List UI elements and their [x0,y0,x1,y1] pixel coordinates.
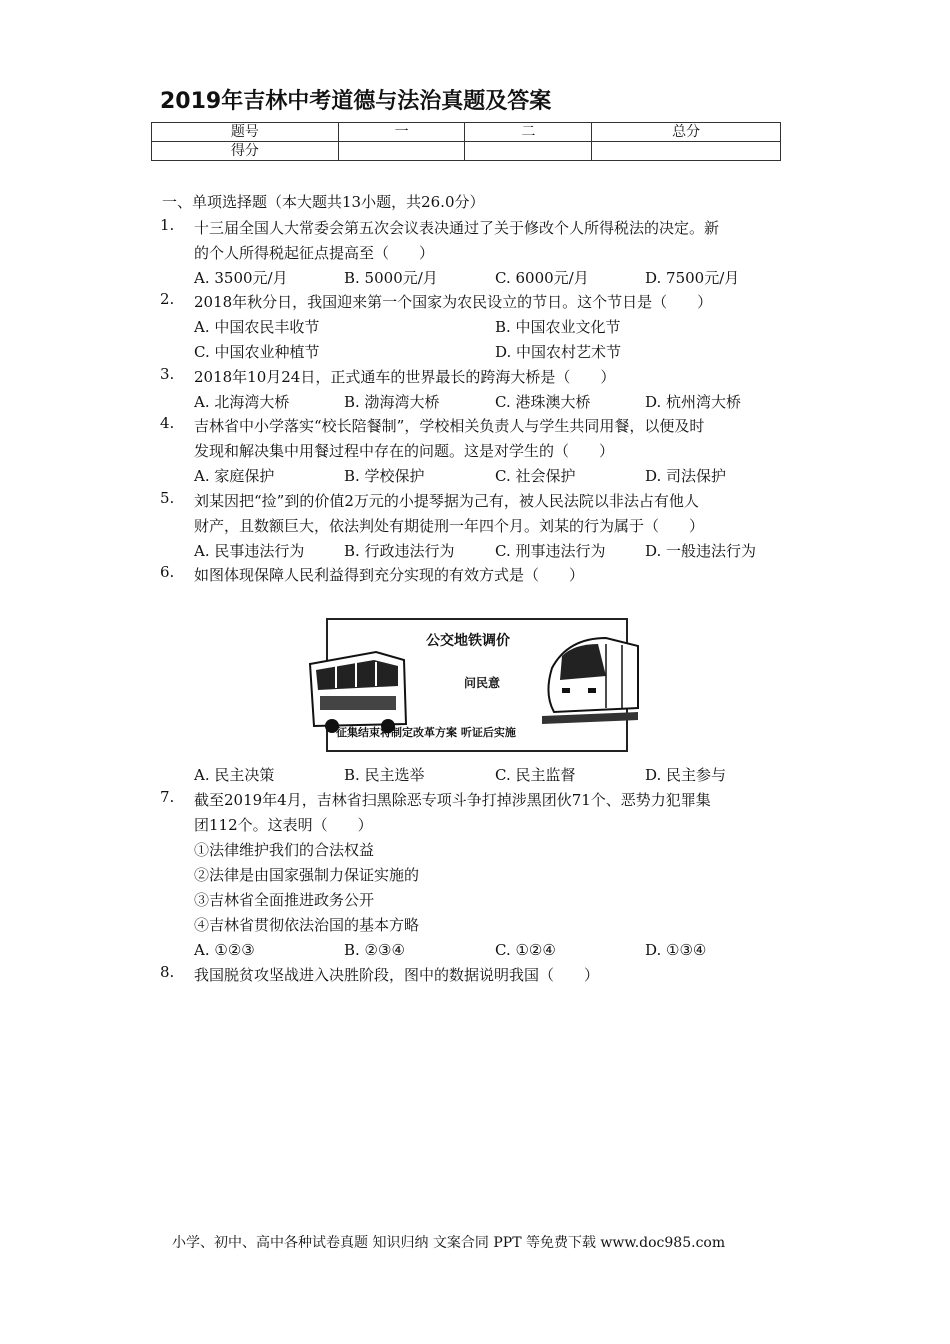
question-number: 6. [160,563,175,581]
score-table-header-row [152,123,781,142]
question-text: 吉林省中小学落实“校长陪餐制”，学校相关负责人与学生共同用餐，以便及时 [194,417,705,435]
option-b: B. 行政违法行为 [344,542,455,560]
option-b: B. 中国农业文化节 [495,318,621,336]
page-title: 2019年吉林中考道德与法治真题及答案 [160,89,552,114]
option-b: B. ②③④ [344,941,405,959]
score-cell: 题号 [152,123,339,142]
options-row [194,266,784,291]
option-a: A. 北海湾大桥 [194,393,290,411]
figure-text-poll: 问民意 [464,676,501,690]
section-header: 一、单项选择题（本大题共13小题，共26.0分） [162,193,485,211]
option-a: A. 民事违法行为 [194,542,305,560]
question-number: 4. [160,414,175,432]
question-text: 发现和解决集中用餐过程中存在的问题。这是对学生的（ ） [194,442,615,460]
option-d: D. 中国农村艺术节 [495,343,622,361]
question-text: 截至2019年4月，吉林省扫黑除恶专项斗争打掉涉黑团伙71个、恶势力犯罪集 [194,791,711,809]
options-row [194,539,784,564]
score-table-score-row [152,142,781,161]
option-d: D. 7500元/月 [645,269,740,287]
question-text: 财产，且数额巨大，依法判处有期徒刑一年四个月。刘某的行为属于（ ） [194,517,705,535]
score-cell: 一 [338,123,465,142]
question-text: 十三届全国人大常委会第五次会议表决通过了关于修改个人所得税法的决定。新 [194,219,720,237]
option-c: C. 社会保护 [495,467,576,485]
fare-adjustment-figure [306,616,642,756]
options-row [194,464,784,489]
statement-4: ④吉林省贯彻依法治国的基本方略 [194,916,420,934]
question-text: 的个人所得税起征点提高至（ ） [194,244,435,262]
option-d: D. 民主参与 [645,766,727,784]
option-a: A. ①②③ [194,941,255,959]
option-b: B. 渤海湾大桥 [344,393,440,411]
option-c: C. 港珠澳大桥 [495,393,591,411]
options-row [194,938,784,963]
option-d: D. 一般违法行为 [645,542,757,560]
statement-2: ②法律是由国家强制力保证实施的 [194,866,420,884]
question-number: 2. [160,290,175,308]
question-text: 2018年10月24日，正式通车的世界最长的跨海大桥是（ ） [194,368,616,386]
option-c: C. ①②④ [495,941,556,959]
figure-text-fare: 公交地铁调价 [426,633,510,649]
score-cell [592,142,781,161]
score-cell: 总分 [592,123,781,142]
train-icon [542,638,638,724]
score-cell: 二 [465,123,592,142]
option-a: A. 3500元/月 [194,269,288,287]
option-b: B. 民主选举 [344,766,425,784]
question-number: 5. [160,489,175,507]
figure-text-plan: 征集结束将制定改革方案 听证后实施 [336,726,516,739]
bus-icon [310,652,406,733]
option-b: B. 学校保护 [344,467,425,485]
question-text: 我国脱贫攻坚战进入决胜阶段，图中的数据说明我国（ ） [194,966,600,984]
options-row [194,763,784,788]
options-row [194,340,784,365]
option-a: A. 家庭保护 [194,467,275,485]
question-number: 8. [160,963,175,981]
option-b: B. 5000元/月 [344,269,438,287]
option-c: C. 中国农业种植节 [194,343,320,361]
question-number: 7. [160,788,175,806]
score-cell [465,142,592,161]
question-number: 3. [160,365,175,383]
option-c: C. 6000元/月 [495,269,589,287]
options-row [194,315,784,340]
question-text: 2018年秋分日，我国迎来第一个国家为农民设立的节日。这个节日是（ ） [194,293,713,311]
question-text: 团112个。这表明（ ） [194,816,373,834]
option-c: C. 民主监督 [495,766,576,784]
option-d: D. 杭州湾大桥 [645,393,742,411]
question-text: 刘某因把“捡”到的价值2万元的小提琴据为己有，被人民法院以非法占有他人 [194,492,699,510]
option-a: A. 民主决策 [194,766,275,784]
option-d: D. 司法保护 [645,467,727,485]
option-d: D. ①③④ [645,941,707,959]
score-cell: 得分 [152,142,339,161]
score-table [151,122,781,161]
question-number: 1. [160,216,175,234]
option-c: C. 刑事违法行为 [495,542,606,560]
page-footer: 小学、初中、高中各种试卷真题 知识归纳 文案合同 PPT 等免费下载 www.doc985.com [172,1235,726,1251]
statement-1: ①法律维护我们的合法权益 [194,841,375,859]
options-row [194,390,784,415]
question-text: 如图体现保障人民利益得到充分实现的有效方式是（ ） [194,566,585,584]
score-cell [338,142,465,161]
statement-3: ③吉林省全面推进政务公开 [194,891,375,909]
option-a: A. 中国农民丰收节 [194,318,320,336]
